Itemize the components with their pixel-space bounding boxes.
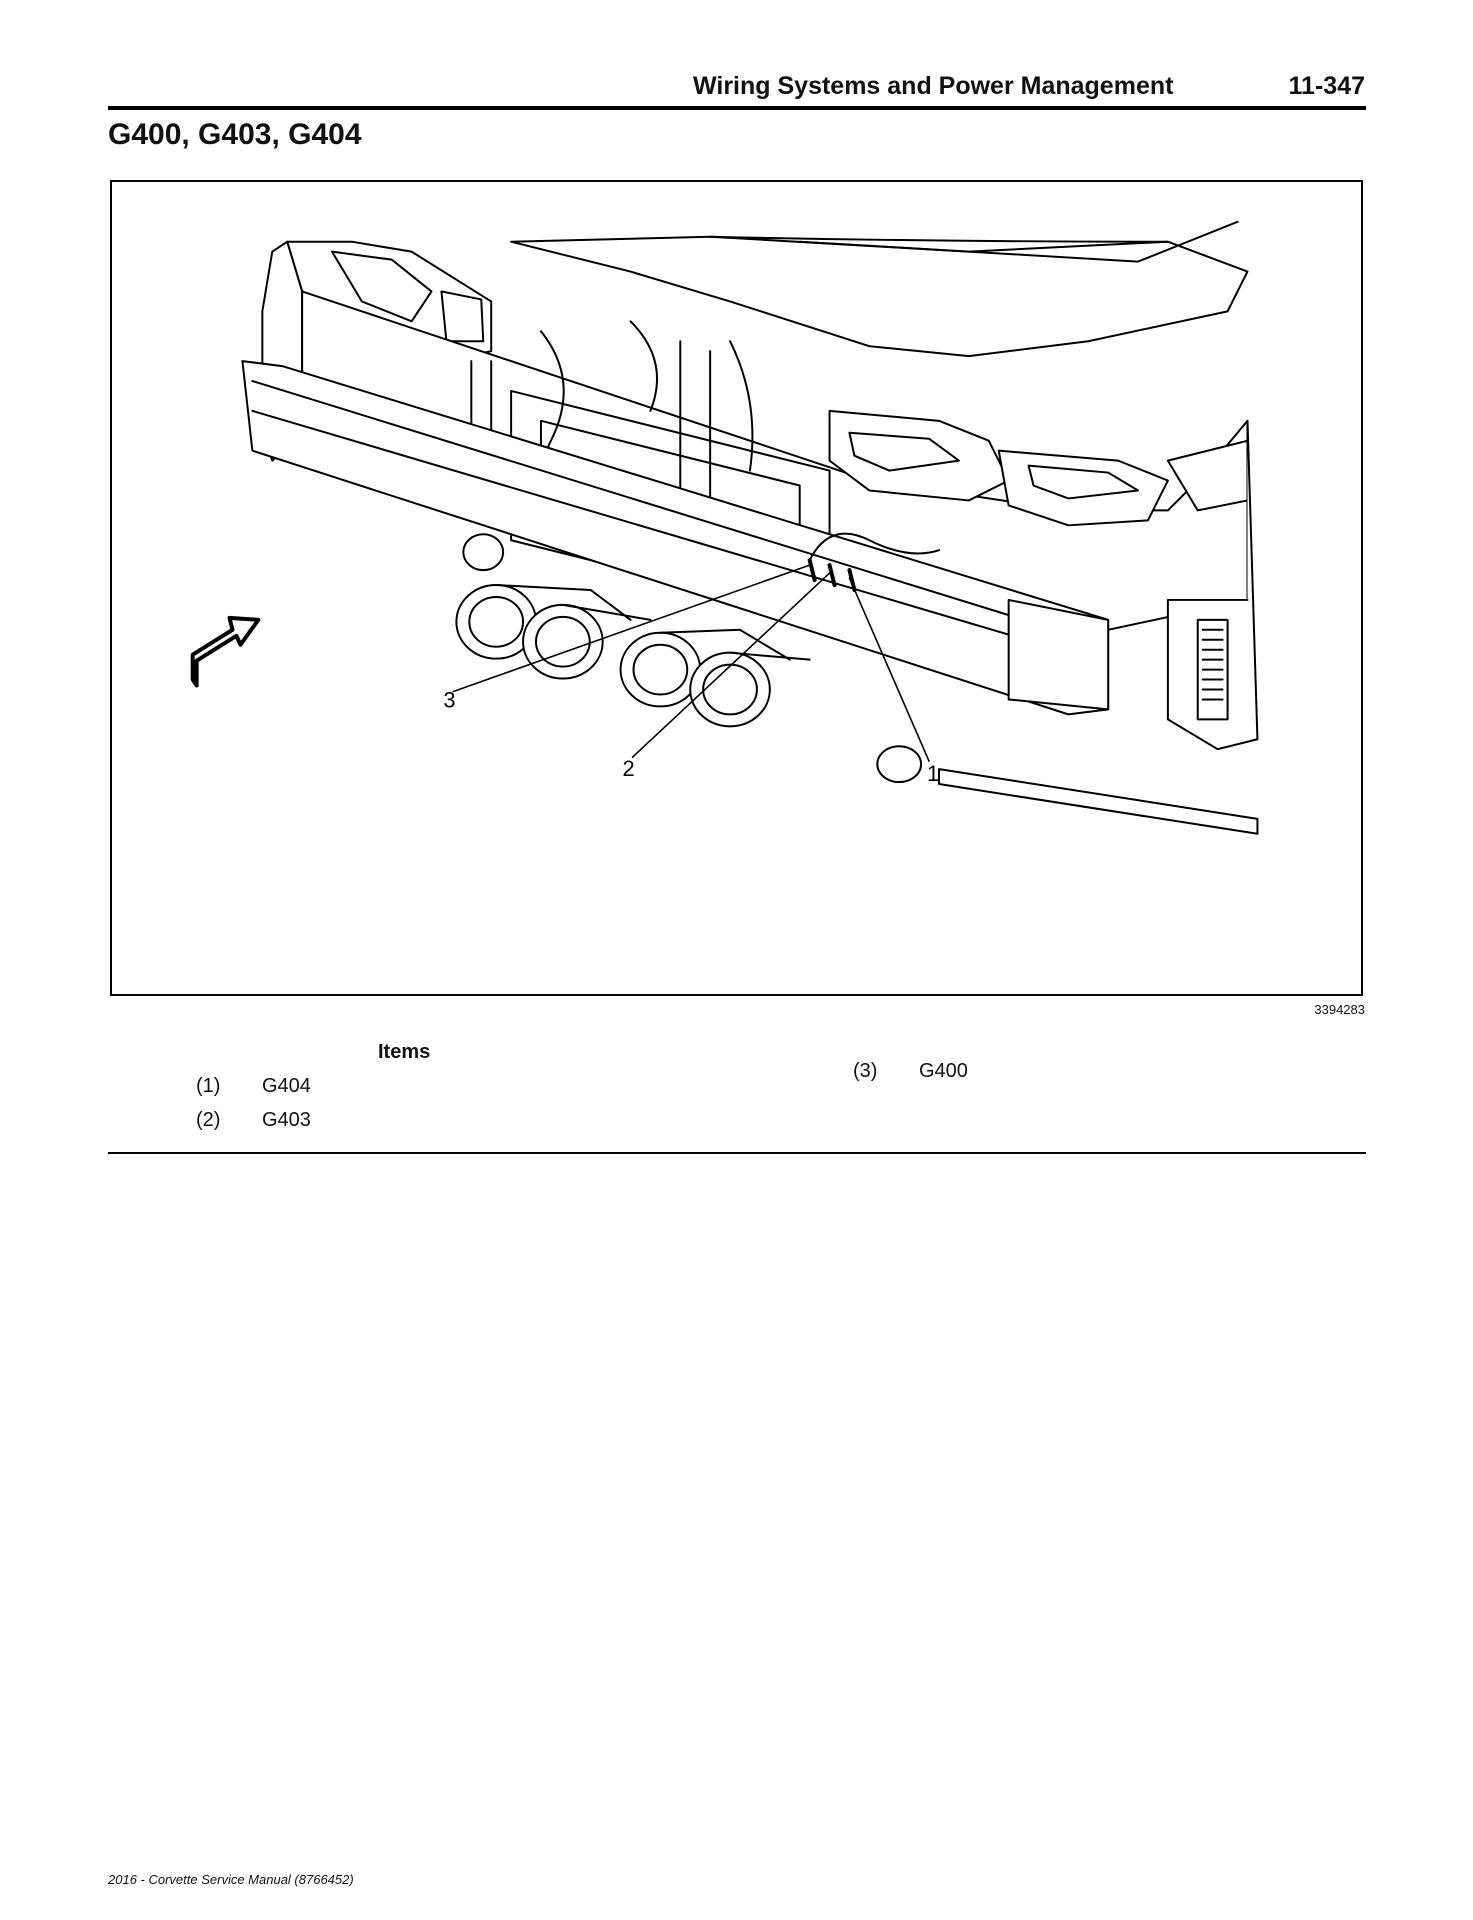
item-1-label: G404 [262,1075,311,1097]
callout-1: 1 [927,761,940,787]
item-2-number: (2) [196,1109,221,1131]
header-divider [108,106,1366,110]
item-2-label: G403 [262,1109,311,1131]
item-1 [196,1075,311,1098]
section-divider [108,1152,1366,1154]
items-heading: Items [378,1041,431,1063]
item-3 [853,1060,968,1083]
vehicle-rear-line-drawing [112,182,1361,994]
figure-number: 3394283 [1314,1002,1365,1017]
page-number: 11-347 [1288,72,1365,100]
item-3-number: (3) [853,1060,878,1082]
page-title: G400, G403, G404 [108,118,362,151]
callout-3: 3 [443,687,456,713]
item-3-label: G400 [919,1060,968,1082]
item-2 [196,1109,311,1132]
item-1-number: (1) [196,1075,221,1097]
section-title: Wiring Systems and Power Management [693,72,1174,100]
page-footer: 2016 - Corvette Service Manual (8766452) [108,1872,354,1887]
figure-illustration [110,180,1363,996]
callout-2: 2 [622,756,635,782]
